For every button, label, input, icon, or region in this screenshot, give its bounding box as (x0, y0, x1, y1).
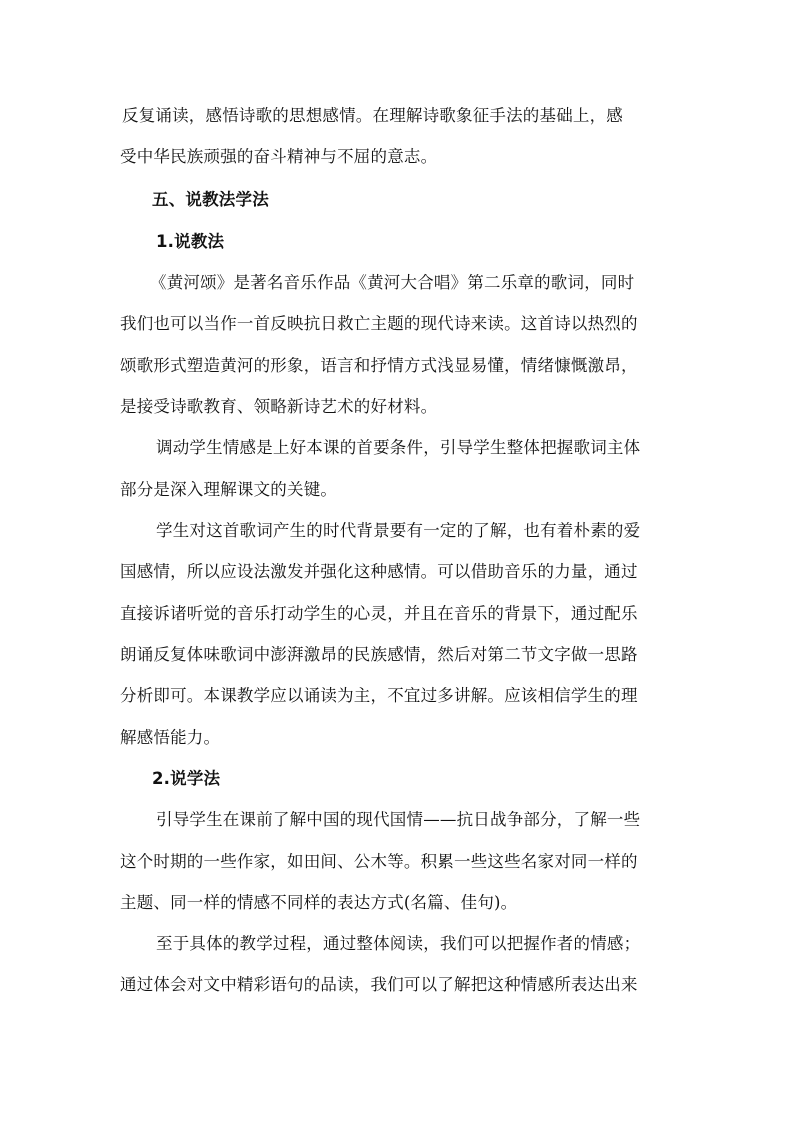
body-text-line: 反复诵读，感悟诗歌的思想感情。在理解诗歌象征手法的基础上，感 (122, 106, 623, 125)
body-text-line: 国感情，所以应设法激发并强化这种感情。可以借助音乐的力量，通过 (120, 562, 638, 581)
body-text-line: 我们也可以当作一首反映抗日救亡主题的现代诗来读。这首诗以热烈的 (120, 314, 638, 333)
body-text-line: 这个时期的一些作家，如田间、公木等。积累一些这些名家对同一样的 (120, 852, 638, 871)
body-text-line: 通过体会对文中精彩语句的品读，我们可以了解把这种情感所表达出来 (120, 975, 638, 994)
body-text-line: 受中华民族顽强的奋斗精神与不屈的意志。 (120, 147, 438, 166)
body-text-line: 是接受诗歌教育、领略新诗艺术的好材料。 (120, 397, 438, 416)
body-text-line: 朗诵反复体味歌词中澎湃激昂的民族感情，然后对第二节文字做一思路 (120, 645, 638, 664)
body-text-line: 分析即可。本课教学应以诵读为主，不宜过多讲解。应该相信学生的理 (120, 686, 638, 705)
body-text-line: 部分是深入理解课文的关键。 (120, 480, 338, 499)
body-text-line: 调动学生情感是上好本课的首要条件，引导学生整体把握歌词主体 (156, 438, 641, 457)
body-text-line: 学生对这首歌词产生的时代背景要有一定的了解，也有着朴素的爱 (156, 521, 641, 540)
subsection-heading: 2.说学法 (152, 769, 221, 788)
body-text-line: 《黄河颂》是著名音乐作品《黄河大合唱》第二乐章的歌词，同时 (150, 273, 635, 292)
body-text-line: 直接诉诸听觉的音乐打动学生的心灵，并且在音乐的背景下，通过配乐 (120, 604, 638, 623)
subsection-heading: 1.说教法 (156, 232, 225, 251)
body-text-line: 主题、同一样的情感不同样的表达方式(名篇、佳句)。 (120, 893, 518, 912)
body-text-line: 引导学生在课前了解中国的现代国情——抗日战争部分，了解一些 (156, 810, 641, 829)
body-text-line: 至于具体的教学过程，通过整体阅读，我们可以把握作者的情感； (156, 934, 641, 953)
body-text-line: 解感悟能力。 (120, 728, 221, 747)
body-text-line: 颂歌形式塑造黄河的形象，语言和抒情方式浅显易懂，情绪慷慨激昂， (120, 356, 638, 375)
section-heading: 五、说教法学法 (152, 190, 269, 209)
